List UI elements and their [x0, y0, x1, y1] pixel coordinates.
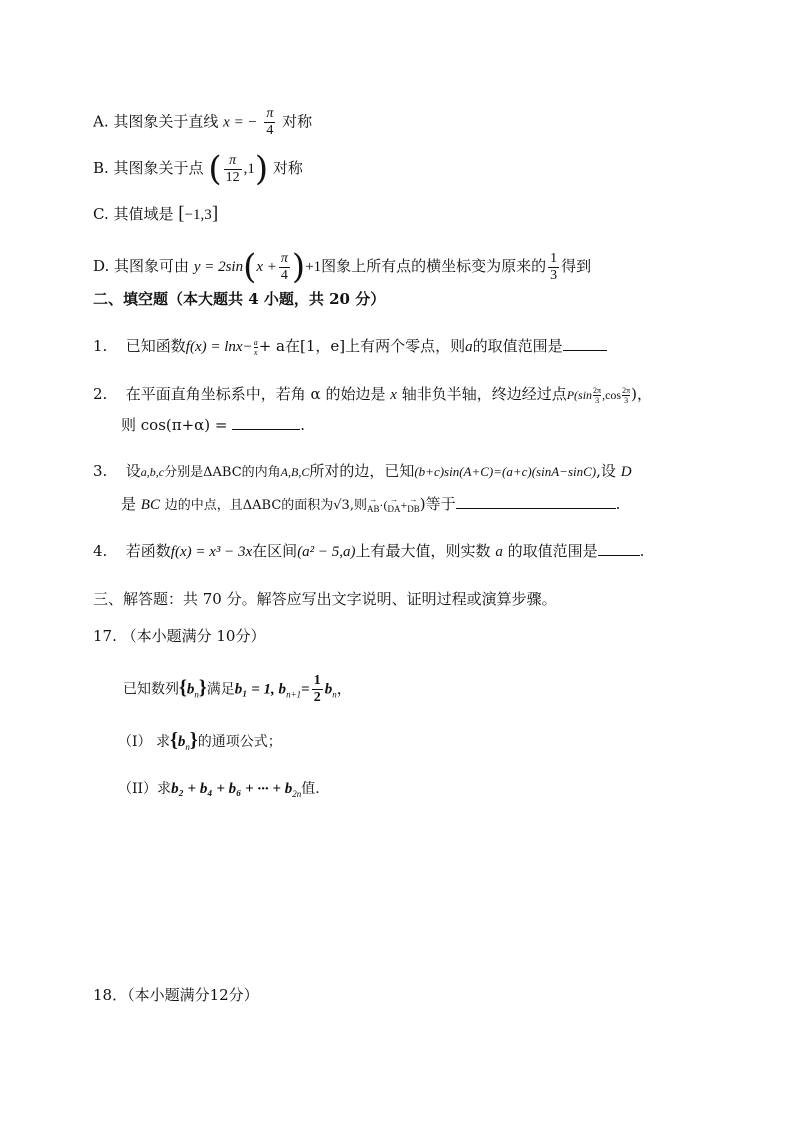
question-17-seq-sub: n — [194, 689, 199, 700]
question-17-bn: b — [324, 681, 333, 698]
question-3-line2a: 是 — [121, 495, 137, 513]
question-2-mid: ,cos — [602, 388, 622, 402]
option-c: C. 其值域是 [−1,3] — [93, 203, 219, 224]
question-3-text-a: 设 — [125, 462, 141, 480]
question-17-part1-seq: b — [177, 734, 186, 750]
question-17-intro-text: 已知数列 — [123, 681, 179, 698]
question-17-eq: = — [301, 681, 310, 698]
question-17-part2-sub: 2n — [292, 789, 302, 799]
question-1-var: a — [465, 339, 473, 355]
question-2-text-b: 轴非负半轴，终边经过点 — [401, 385, 567, 403]
question-4-text-d: 的取值范围是 — [507, 542, 598, 560]
question-2-fraction-2: $\frac{2\pi}{3}$ — [622, 385, 631, 405]
question-4-text-b: 在区间 — [252, 542, 298, 560]
question-17-part2-math: b₂ + b₄ + b₆ + ··· + b — [171, 781, 293, 797]
option-d-math-post: +1 — [305, 259, 322, 275]
option-a-fraction: $\frac{\pi}{4}$ — [266, 106, 274, 138]
question-1-func: f(x) = lnx− — [185, 339, 253, 355]
question-17-part2-label: （II）求 — [118, 781, 172, 797]
question-3-equation: (b+c)sin(A+C)=(a+c)(sinA−sinC) — [414, 464, 597, 479]
question-1-fraction: $\frac{a}{x}$ — [253, 337, 258, 357]
question-3-number: 3. — [93, 462, 108, 480]
question-3-vector-da: → DA — [387, 499, 400, 519]
option-d-math-in: x + — [256, 259, 277, 275]
question-4-interval: (a² − 5,a) — [297, 544, 356, 560]
option-d-math-pre: y = 2sin — [193, 259, 244, 275]
question-4-func: f(x) = x³ − 3x — [170, 544, 253, 560]
question-2-line2 — [121, 415, 305, 435]
option-b-fraction: $\frac{\pi}{12}$ — [225, 152, 240, 185]
option-b-after-frac: ,1 — [243, 161, 255, 177]
question-1-text-c: 的取值范围是 — [472, 337, 563, 355]
option-d-mid: 图象上所有点的横坐标变为原来的 — [321, 257, 547, 275]
question-4-end: . — [639, 542, 645, 560]
question-3-point-d: D — [620, 464, 632, 480]
section3-heading: 三、解答题：共 70 分。解答应写出文字说明、证明过程或演算步骤。 — [93, 590, 557, 608]
question-17-intro: 已知数列$\{b_n\}$满足b₁ = 1, $b_{n+1}=$ $\frac{1}{2}$ $b_n$， — [123, 673, 352, 705]
option-b-label: B. 其图象关于点 — [93, 159, 204, 177]
question-17-part2 — [118, 778, 320, 804]
question-1 — [93, 336, 607, 357]
question-3-text-d: ,设 — [596, 462, 616, 480]
question-17-seq: b — [186, 681, 195, 698]
question-17-cond-math: b₁ = 1, b — [234, 681, 287, 698]
question-3-plus: + — [400, 498, 408, 512]
question-3-angles: A,B,C — [280, 465, 310, 479]
option-c-math: −1,3 — [184, 207, 212, 223]
question-1-answer-blank[interactable] — [563, 336, 607, 351]
option-b: B. 其图象关于点 ( $\frac{\pi}{12}$ ,1) 对称 — [93, 149, 303, 189]
question-4-number: 4. — [93, 542, 108, 560]
question-17-part1-label: （I） 求 — [118, 734, 170, 750]
question-1-text-a: 已知函数 — [125, 337, 186, 355]
question-18-title: 18．（本小题满分12分） — [93, 986, 259, 1004]
question-3-text-b: 分别是ΔABC的内角 — [164, 465, 281, 480]
question-4-var: a — [495, 544, 503, 560]
question-17-part1-tail: 的通项公式； — [197, 734, 282, 750]
question-17-fraction: $\frac{1}{2}$ — [313, 673, 321, 705]
option-a — [93, 106, 312, 139]
section2-heading: 二、填空题（本大题共 4 小题，共 20 分） — [93, 290, 386, 308]
question-2-var: x — [390, 387, 397, 403]
question-4-text-c: 上有最大值，则实数 — [355, 542, 491, 560]
option-d-fraction-2: $\frac{1}{3}$ — [550, 250, 558, 283]
question-17-part2-tail: 值. — [301, 781, 320, 797]
question-17-cond: 满足 — [206, 681, 235, 698]
question-2-answer-blank[interactable] — [232, 415, 300, 430]
question-2 — [93, 384, 652, 405]
question-4-answer-blank[interactable] — [598, 541, 640, 556]
option-b-tail: 对称 — [272, 159, 303, 177]
question-2-line2-text: 则 cos(π+α) = — [121, 416, 228, 434]
question-2-point: P(sin — [566, 388, 593, 402]
question-3 — [93, 461, 632, 483]
question-17-part1-seq-sub: n — [185, 742, 190, 752]
question-1-text-b: + a在[1，e]上有两个零点，则 — [258, 337, 466, 355]
question-3-text-c: 所对的边，已知 — [309, 462, 415, 480]
question-3-vector-db: → DB — [407, 499, 420, 519]
question-2-fraction-1: $\frac{2\pi}{3}$ — [593, 385, 602, 405]
option-a-math: x = − — [223, 114, 258, 131]
option-d-label: D. 其图象可由 — [93, 257, 190, 275]
option-d-tail: 得到 — [561, 257, 592, 275]
question-3-line2b: 边的中点，且ΔABC的面积为√3,则 — [164, 498, 367, 513]
question-3-end: . — [615, 495, 621, 513]
question-3-vector-ab: → AB — [367, 499, 380, 519]
question-3-answer-blank[interactable] — [456, 494, 616, 509]
question-17-cond-sub: n+1 — [286, 689, 302, 700]
question-2-number: 2. — [93, 385, 108, 403]
question-3-line2 — [121, 494, 620, 519]
question-3-bc: BC — [140, 497, 160, 513]
option-d: D. 其图象可由 y = 2sin(x + $\frac{\pi}{4}$ )+1图象上所有点的横坐标变为原来的 $\frac{1}{3}$ 得到 — [93, 247, 592, 287]
question-1-number: 1. — [93, 337, 108, 355]
question-17-part1: （I） 求$\{b_n\}$的通项公式； — [118, 729, 282, 752]
question-3-dot: ·( — [379, 498, 388, 512]
question-4 — [93, 541, 644, 562]
question-2-text-a: 在平面直角坐标系中，若角 α 的始边是 — [125, 385, 386, 403]
option-a-label: A. 其图象关于直线 — [93, 112, 219, 131]
question-17-comma: ， — [336, 679, 352, 698]
question-3-vars: a,b,c — [140, 465, 165, 479]
question-2-close: )， — [631, 385, 652, 403]
question-17-title: 17. （本小题满分 10分） — [93, 627, 266, 645]
option-d-fraction-1: $\frac{\pi}{4}$ — [280, 250, 288, 283]
question-3-close: )等于 — [419, 495, 456, 513]
option-c-label: C. 其值域是 — [93, 205, 174, 223]
question-2-end: . — [300, 416, 306, 434]
question-17-bn-sub: n — [332, 689, 337, 700]
question-4-text-a: 若函数 — [125, 542, 171, 560]
option-a-tail: 对称 — [282, 112, 313, 131]
